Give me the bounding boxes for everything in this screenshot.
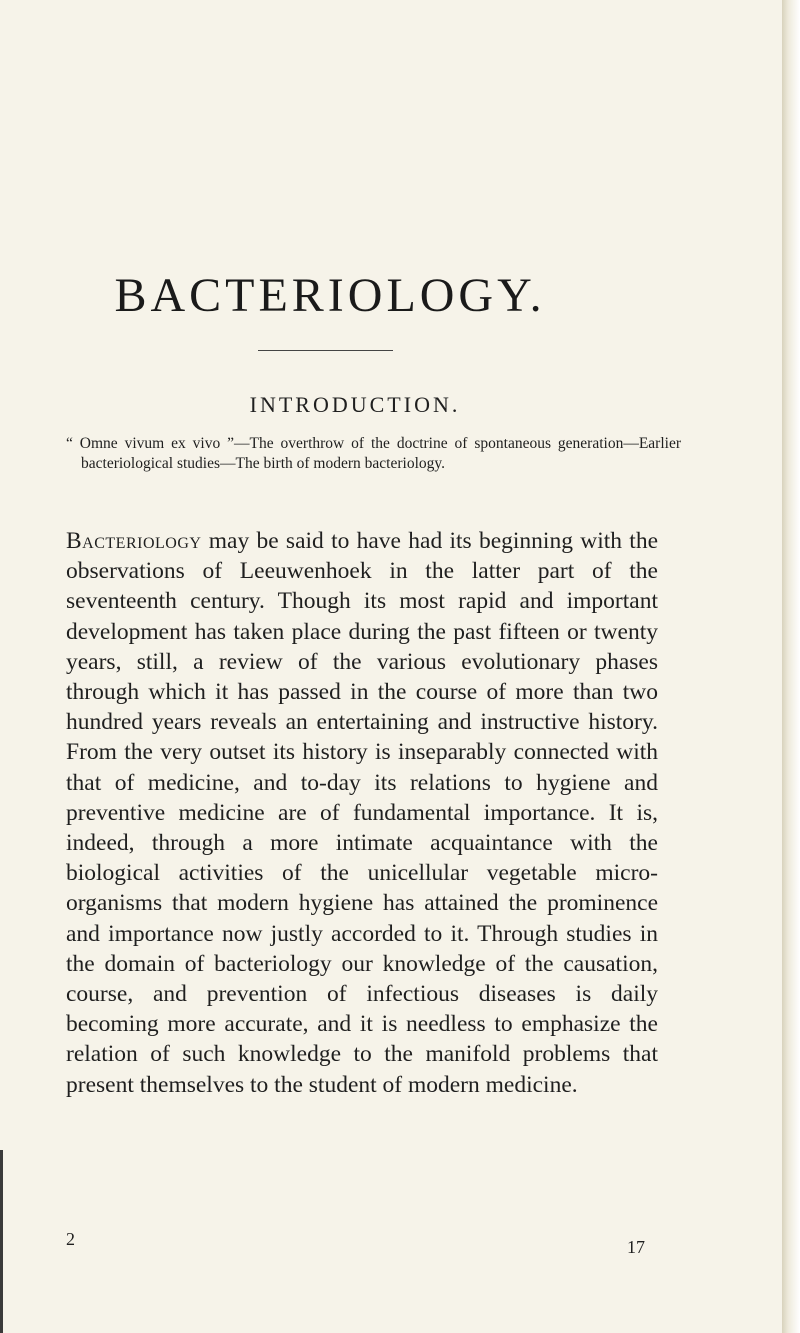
body-paragraph [66, 526, 658, 1100]
signature-mark: 2 [66, 1229, 75, 1249]
section-heading: INTRODUCTION. [249, 392, 461, 417]
title-divider-rule [258, 350, 393, 351]
chapter-synopsis: “ Omne vivum ex vivo ”—The overthrow of the doctrine of spontaneous generation—Earlier bacteriological studies—The birth of modern bacteriology. [66, 435, 681, 472]
gutter-line [0, 1150, 3, 1333]
body-paragraph-text: may be said to have had its beginning with the observations of Leeuwenhoek in the latter part of the seventeenth century. Though its most rapid and important development has taken place during the past fifteen or twenty years, still, a review of the various evolutionary phases through which it has passed in the course of more than two hundred years reveals an entertaining and instructive history. From the very outset its history is inseparably connected with that of medicine, and to-day its relations to hygiene and preventive medicine are of fundamental importance. It is, indeed, through a more intimate acquaintance with the biological activities of the unicellular vegetable micro-organisms that modern hygiene has attained the prominence and importance now justly accorded to it. Through studies in the domain of bacteriology our knowledge of the causation, course, and prevention of infectious diseases is daily becoming more accurate, and it is needless to emphasize the relation of such knowledge to the manifold problems that present themselves to the student of modern medicine. [66, 528, 658, 1098]
lead-word: Bacteriology [66, 528, 202, 554]
page-number: 17 [627, 1237, 645, 1257]
page-title: BACTERIOLOGY. [114, 269, 546, 322]
page-edge-shadow [782, 0, 800, 1333]
